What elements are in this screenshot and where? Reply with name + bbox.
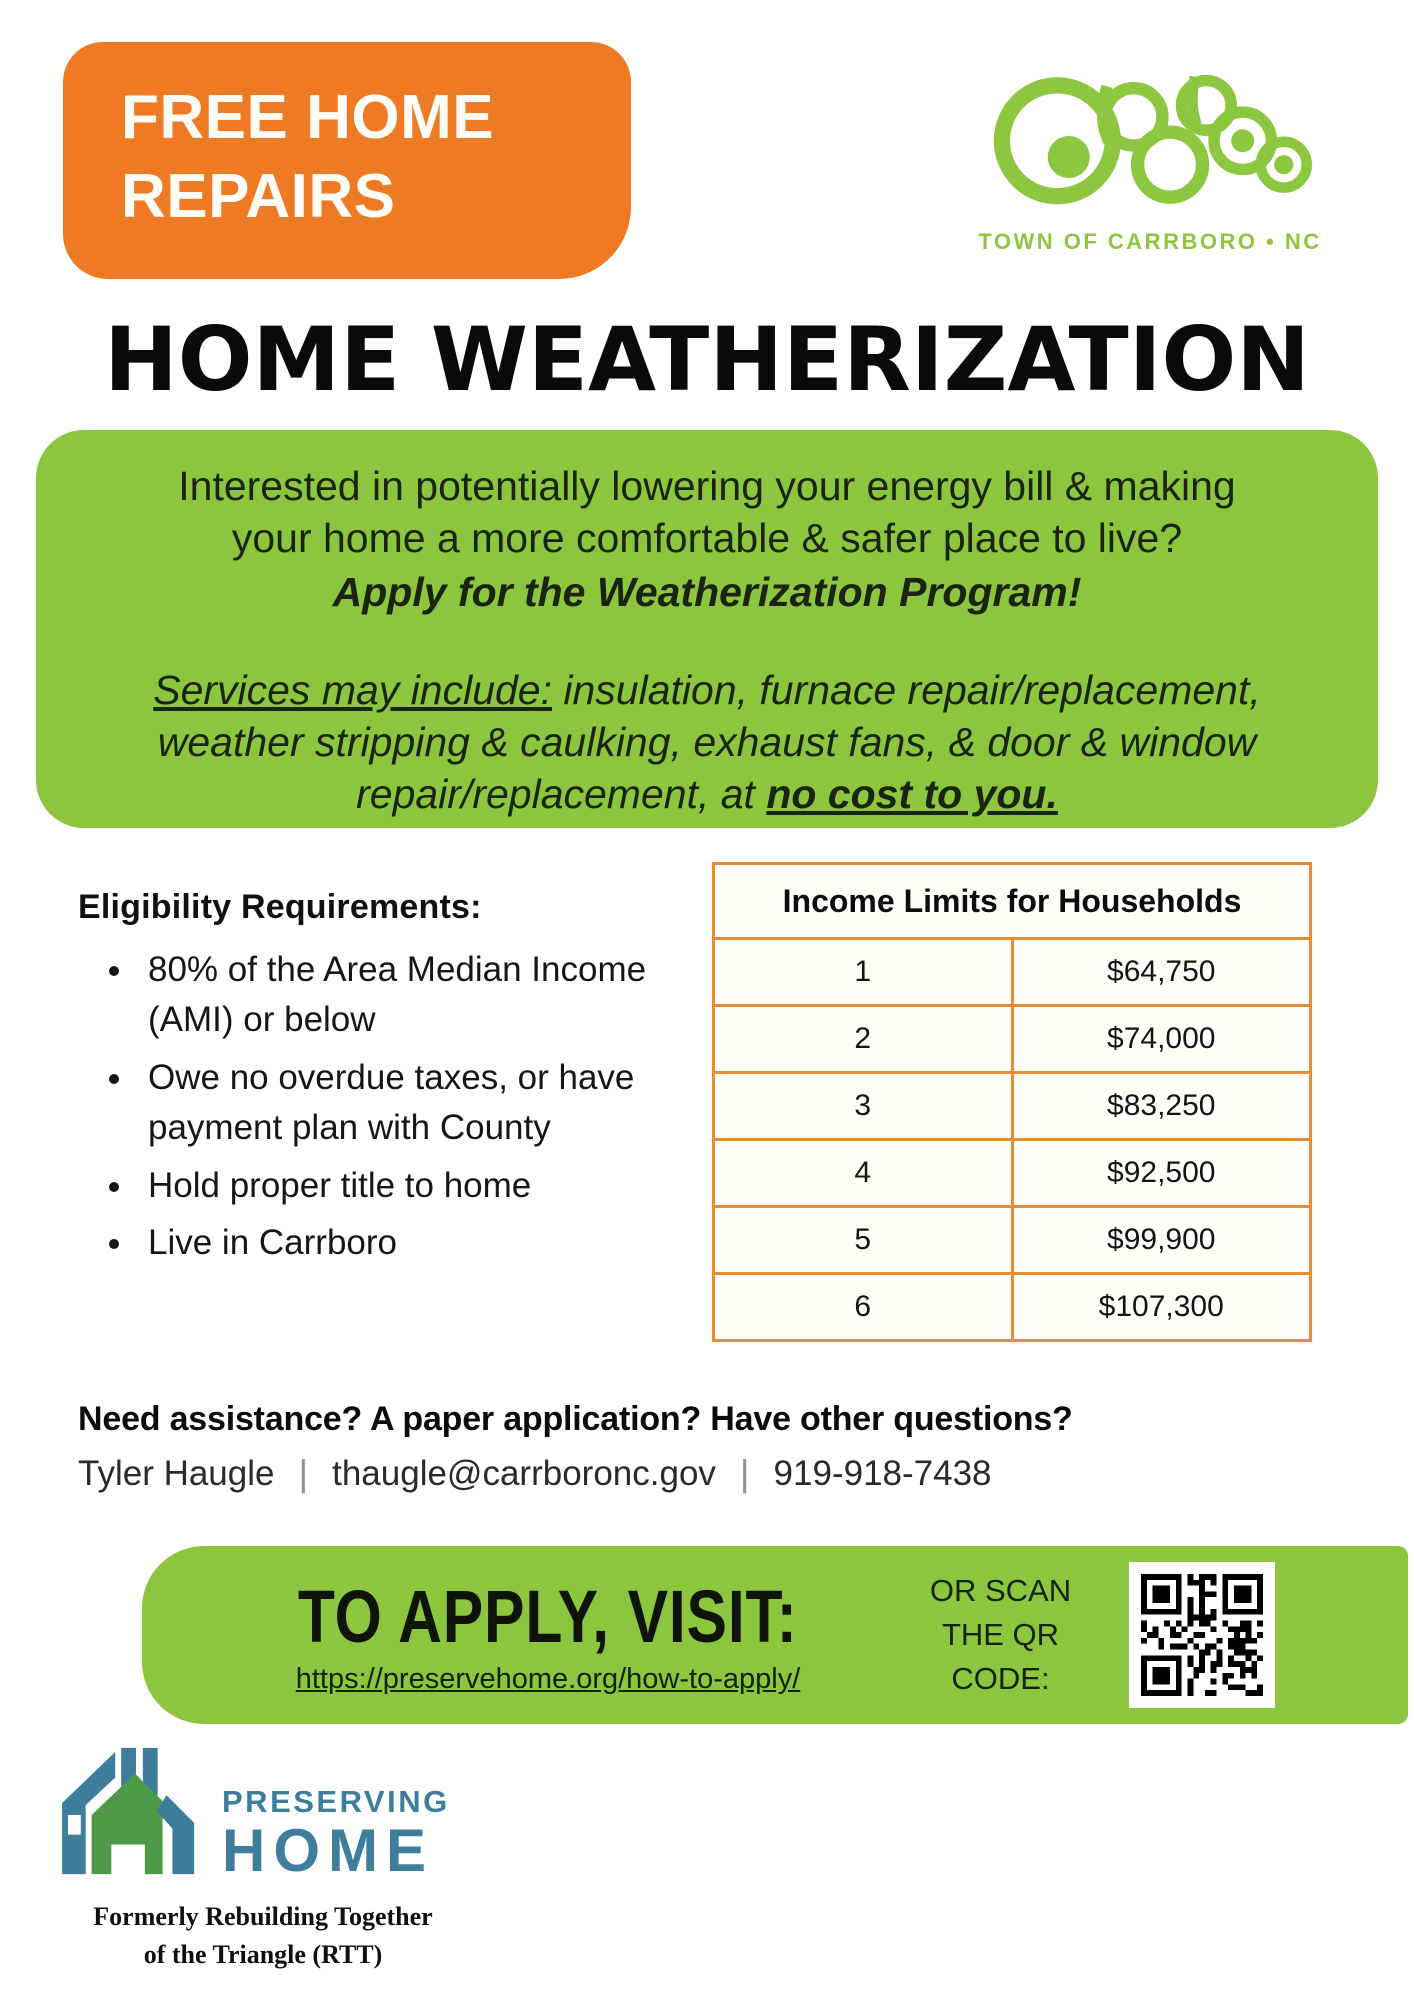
household-cell: 4 (715, 1141, 1014, 1205)
table-row (715, 1275, 1309, 1339)
apply-heading: TO APPLY, VISIT: (298, 1575, 798, 1658)
brand-line-2: HOME (222, 1817, 434, 1884)
contact-separator: | (739, 1453, 750, 1494)
services-line-2: weather stripping & caulking, exhaust fans, & door & window (157, 719, 1257, 766)
household-cell: 1 (715, 940, 1014, 1004)
services-line-3-pre: repair/replacement, at (356, 771, 767, 818)
carrboro-caption: TOWN OF CARRBORO • NC (978, 229, 1322, 254)
intro-box (36, 430, 1378, 828)
eligibility-list (78, 945, 688, 1268)
limit-cell: $74,000 (1107, 1022, 1216, 1055)
services-no-cost: no cost to you. (766, 771, 1058, 818)
eligibility-item: • Owe no overdue taxes, or have payment plan with County (136, 1053, 688, 1154)
apply-main (198, 1574, 898, 1696)
table-row (715, 1007, 1309, 1074)
eligibility-section (78, 888, 688, 1275)
limit-cell: $83,250 (1107, 1089, 1216, 1122)
preserving-home-wordmark (222, 1784, 450, 1885)
brand-line-1: PRESERVING (222, 1784, 450, 1819)
footer-tagline (63, 1898, 463, 1973)
contact-separator: | (298, 1453, 309, 1494)
table-row (715, 1208, 1309, 1275)
limit-cell: $107,300 (1098, 1290, 1224, 1323)
eligibility-item: • 80% of the Area Median Income (AMI) or below (136, 945, 688, 1046)
tagline-line-1: Formerly Rebuilding Together (93, 1902, 433, 1931)
assistance-heading: Need assistance? A paper application? Have other questions? (78, 1400, 1073, 1438)
carrboro-logo (975, 50, 1325, 255)
qr-caption-line: OR SCAN (929, 1572, 1072, 1608)
services-paragraph (36, 664, 1378, 820)
qr-code (1129, 1562, 1275, 1708)
apply-banner (142, 1546, 1408, 1724)
apply-url-link[interactable]: https://preservehome.org/how-to-apply/ (295, 1663, 801, 1695)
limit-cell: $64,750 (1107, 955, 1216, 988)
qr-caption-line: CODE: (951, 1661, 1050, 1696)
banner-line-1: FREE HOME (121, 83, 495, 152)
limit-cell: $92,500 (1107, 1156, 1216, 1189)
preserving-home-icon (60, 1742, 208, 1885)
intro-cta: Apply for the Weatherization Program! (332, 569, 1082, 616)
qr-caption (898, 1569, 1103, 1701)
household-cell: 6 (715, 1275, 1014, 1339)
household-cell: 2 (715, 1007, 1014, 1071)
banner-line-2: REPAIRS (121, 162, 396, 232)
carrboro-logo-icon (985, 209, 1315, 226)
qr-caption-line: THE QR (941, 1616, 1060, 1652)
services-label: Services may include: (153, 667, 552, 714)
intro-line-1: Interested in potentially lowering your energy bill & making (178, 463, 1236, 509)
contact-line (78, 1453, 1338, 1495)
contact-phone: 919-918-7438 (773, 1454, 992, 1493)
intro-line-2: your home a more comfortable & safer place to live? (231, 515, 1183, 562)
services-text-1: insulation, furnace repair/replacement, (552, 667, 1261, 714)
table-row (715, 1074, 1309, 1141)
table-row (715, 940, 1309, 1007)
eligibility-heading: Eligibility Requirements: (78, 888, 482, 926)
household-cell: 5 (715, 1208, 1014, 1272)
contact-name: Tyler Haugle (78, 1454, 275, 1493)
assistance-section (78, 1400, 1338, 1495)
contact-email: thaugle@carrboronc.gov (332, 1454, 716, 1493)
income-table-header: Income Limits for Households (715, 865, 1309, 940)
tagline-line-2: of the Triangle (RTT) (143, 1939, 383, 1969)
table-row (715, 1141, 1309, 1208)
preserving-home-logo (60, 1742, 450, 1885)
page-title: HOME WEATHERIZATION (104, 308, 1310, 411)
household-cell: 3 (715, 1074, 1014, 1138)
free-repairs-banner (63, 42, 631, 279)
eligibility-item: • Hold proper title to home (136, 1161, 688, 1211)
eligibility-item: • Live in Carrboro (136, 1218, 688, 1268)
income-limits-table (712, 862, 1312, 1342)
limit-cell: $99,900 (1107, 1223, 1216, 1256)
